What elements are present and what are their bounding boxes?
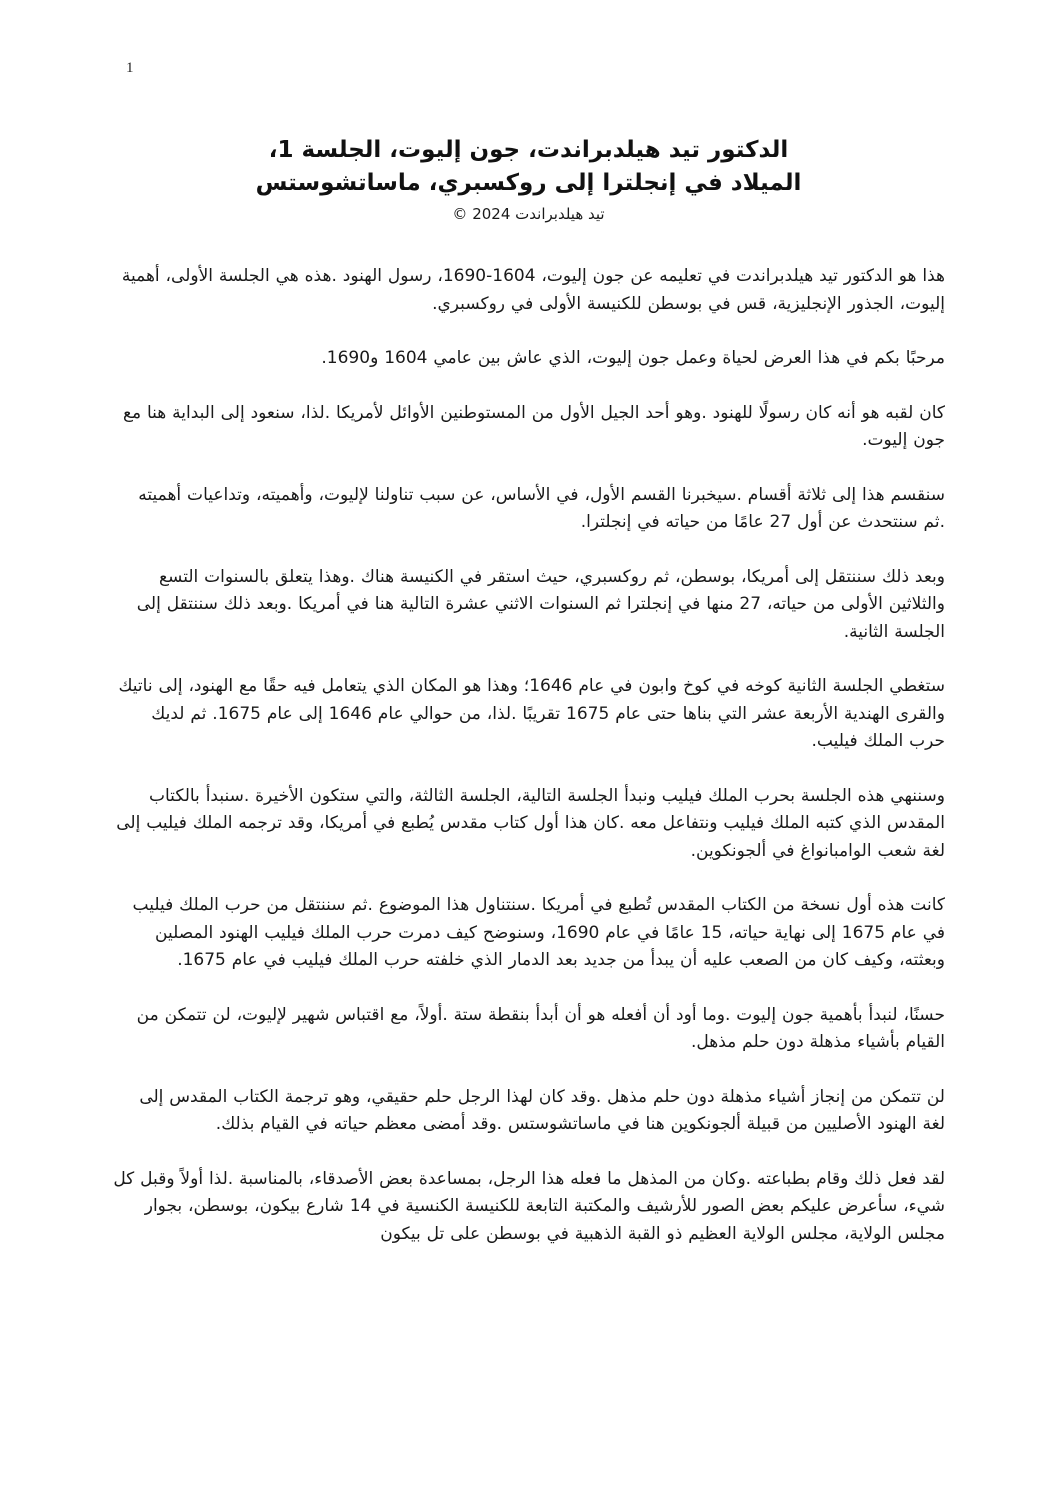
- paragraph: لقد فعل ذلك وقام بطباعته .وكان من المذهل ما فعله هذا الرجل، بمساعدة بعض الأصدقاء، بالمناسبة .لذا أولاً وقبل كل شيء، سأعرض عليكم بعض الصور للأرشيف والمكتبة التابعة للكنيسة الكنسية في 14 شارع بيكون، بوسطن، بجوار مجلس الولاية، مجلس الولاية العظيم ذو القبة الذهبية في بوسطن على تل بيكون: [113, 1168, 945, 1244]
- paragraph: هذا هو الدكتور تيد هيلدبراندت في تعليمه عن جون إليوت، 1604-1690، رسول الهنود .هذه هي الجلسة الأولى، أهمية إليوت، الجذور الإنجليزية، قس في بوسطن للكنيسة الأولى في روكسبري.: [121, 266, 945, 314]
- page-number: 1: [126, 60, 134, 76]
- document-title-line2: الميلاد في إنجلترا إلى روكسبري، ماساتشوستس: [255, 169, 802, 196]
- paragraph: كانت هذه أول نسخة من الكتاب المقدس تُطبع في أمريكا .سنتناول هذا الموضوع .ثم سننتقل من حرب الملك فيليب في عام 1675 إلى نهاية حياته، 15 عامًا في عام 1690، وسنوضح كيف دمرت حرب الملك فيليب الهنود المصلين وبعثته، وكيف كان من الصعب عليه أن يبدأ من جديد بعد الدمار الذي خلفته حرب الملك فيليب في عام 1675.: [132, 895, 945, 971]
- paragraph: كان لقبه هو أنه كان رسولًا للهنود .وهو أحد الجيل الأول من المستوطنين الأوائل لأمريكا .لذا، سنعود إلى البداية هنا مع جون إليوت.: [122, 402, 945, 451]
- paragraph: سنقسم هذا إلى ثلاثة أقسام .سيخبرنا القسم الأول، في الأساس، عن سبب تناولنا لإليوت، وأهميته، وتداعيات أهميته .ثم سنتحدث عن أول 27 عامًا من حياته في إنجلترا.: [138, 484, 945, 533]
- paragraph: ستغطي الجلسة الثانية كوخه في كوخ وابون في عام 1646؛ وهذا هو المكان الذي يتعامل فيه حقًا مع الهنود، إلى ناتيك والقرى الهندية الأربعة عشر التي بناها حتى عام 1675 تقريبًا .لذا، من حوالي عام 1646 إلى عام 1675. ثم لديك حرب الملك فيليب.: [118, 676, 945, 752]
- copyright-line: تيد هيلدبراندت 2024 ©: [452, 205, 605, 224]
- paragraph: لن تتمكن من إنجاز أشياء مذهلة دون حلم مذهل .وقد كان لهذا الرجل حلم حقيقي، وهو ترجمة الكتاب المقدس إلى لغة الهنود الأصليين من قبيلة ألجونكوين هنا في ماساتشوستس .وقد أمضى معظم حياته في القيام بذلك.: [139, 1086, 945, 1135]
- paragraph: حسنًا، لنبدأ بأهمية جون إليوت .وما أود أن أفعله هو أن أبدأ بنقطة ستة .أولاً، مع اقتباس شهير لإليوت، لن تتمكن من القيام بأشياء مذهلة دون حلم مذهل.: [136, 1004, 945, 1053]
- document-title: [112, 134, 945, 199]
- paragraph: وسننهي هذه الجلسة بحرب الملك فيليب ونبدأ الجلسة التالية، الجلسة الثالثة، والتي ستكون الأخيرة .سنبدأ بالكتاب المقدس الذي كتبه الملك فيليب ونتفاعل معه .كان هذا أول كتاب مقدس يُطبع في أمريكا، وقد ترجمه الملك فيليب إلى لغة شعب الوامبانواغ في ألجونكوين.: [116, 785, 945, 861]
- paragraph: مرحبًا بكم في هذا العرض لحياة وعمل جون إليوت، الذي عاش بين عامي 1604 و1690.: [321, 348, 945, 369]
- paragraph: وبعد ذلك سننتقل إلى أمريكا، بوسطن، ثم روكسبري، حيث استقر في الكنيسة هناك .وهذا يتعلق بالسنوات التسع والثلاثين الأولى من حياته، 27 منها في إنجلترا ثم السنوات الاثني عشرة التالية هنا في أمريكا .وبعد ذلك سننتقل إلى الجلسة الثانية.: [136, 566, 945, 642]
- document-body: [112, 263, 945, 1248]
- document-title-line1: الدكتور تيد هيلدبراندت، جون إليوت، الجلسة 1،: [268, 137, 789, 163]
